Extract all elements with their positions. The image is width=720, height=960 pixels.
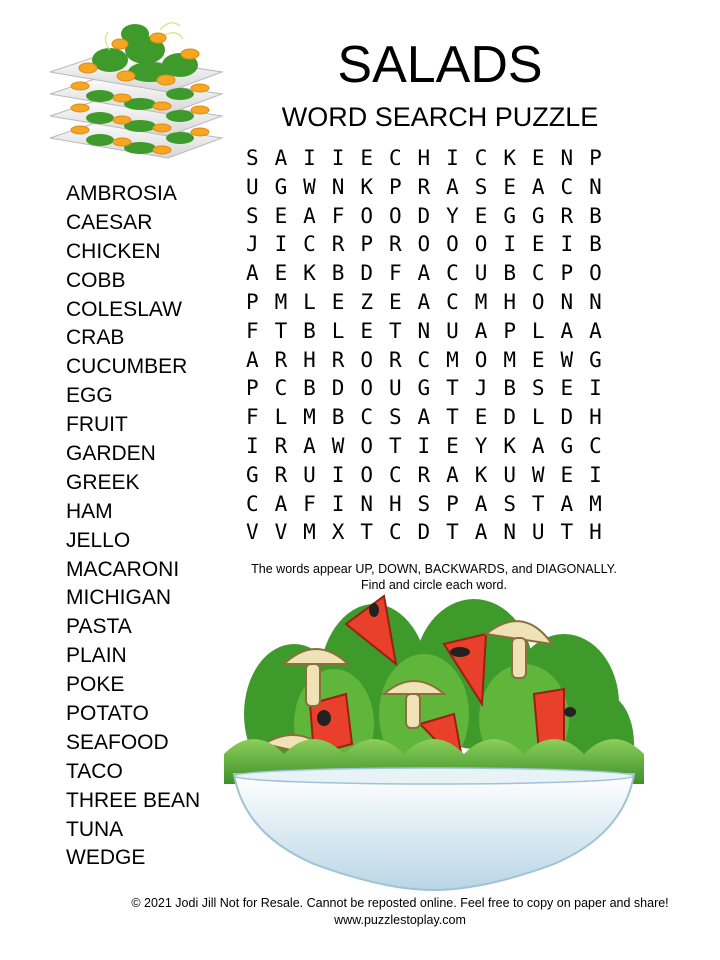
word-list-item: PLAIN <box>66 644 127 668</box>
grid-cell: G <box>245 462 259 487</box>
grid-cell: R <box>417 462 431 487</box>
grid-cell: D <box>360 261 373 286</box>
grid-cell: I <box>331 491 345 516</box>
grid-cell: O <box>446 232 459 257</box>
grid-cell: C <box>446 261 459 286</box>
grid-cell: Y <box>474 433 488 458</box>
grid-cell: C <box>245 491 259 516</box>
grid-cell: P <box>446 491 459 516</box>
grid-cell: S <box>531 376 545 401</box>
grid-cell: O <box>360 433 373 458</box>
grid-cell: I <box>417 433 431 458</box>
grid-cell: W <box>331 433 345 458</box>
grid-cell: C <box>446 289 459 314</box>
grid-cell: H <box>589 520 602 545</box>
grid-cell: U <box>446 318 459 343</box>
page-title: SALADS <box>337 36 543 94</box>
grid-cell: A <box>417 405 431 430</box>
salad-bowl-icon <box>224 594 644 894</box>
website-text: www.puzzlestoplay.com <box>334 913 466 927</box>
grid-cell: O <box>360 462 373 487</box>
word-list-item: CAESAR <box>66 210 153 234</box>
grid-cell: A <box>560 491 574 516</box>
word-list-item: TACO <box>66 759 123 783</box>
grid-cell: I <box>331 146 345 170</box>
grid-cell: I <box>503 232 516 257</box>
word-list-item: COBB <box>66 268 126 292</box>
footer <box>60 895 720 929</box>
grid-cell: R <box>274 347 288 372</box>
grid-cell: H <box>503 289 516 314</box>
grid-cell: N <box>589 289 602 314</box>
grid-cell: R <box>388 347 402 372</box>
grid-cell: A <box>303 203 316 228</box>
grid-cell: E <box>531 146 545 170</box>
grid-cell: I <box>303 146 316 170</box>
grid-cell: S <box>417 491 431 516</box>
word-list-item: MICHIGAN <box>66 586 171 610</box>
grid-cell: E <box>474 203 488 228</box>
instructions-line: The words appear UP, DOWN, BACKWARDS, and DIAGONALLY. <box>251 562 617 576</box>
word-list-item: MACARONI <box>66 557 180 581</box>
grid-cell: T <box>388 433 402 458</box>
grid-cell: H <box>417 146 431 170</box>
grid-cell: A <box>274 146 288 170</box>
grid-cell: T <box>560 520 574 545</box>
grid-cell: C <box>303 232 316 257</box>
grid-cell: C <box>474 146 488 170</box>
word-list-item: FRUIT <box>66 413 128 437</box>
grid-cell: B <box>331 405 345 430</box>
grid-cell: J <box>474 376 488 401</box>
grid-cell: L <box>303 289 316 314</box>
grid-cell: P <box>388 174 402 199</box>
grid-cell: R <box>417 174 431 199</box>
grid-cell: T <box>446 520 459 545</box>
grid-cell: A <box>531 433 545 458</box>
grid-cell: I <box>331 462 345 487</box>
grid-cell: L <box>274 405 288 430</box>
grid-cell: Z <box>360 289 373 314</box>
grid-cell: U <box>503 462 516 487</box>
word-list-item: AMBROSIA <box>66 182 177 205</box>
instructions-line: Find and circle each word. <box>361 578 507 592</box>
grid-cell: S <box>245 203 259 228</box>
grid-cell: N <box>503 520 516 545</box>
word-list-item: HAM <box>66 499 113 523</box>
grid-cell: H <box>303 347 316 372</box>
grid-cell: A <box>245 261 259 286</box>
grid-cell: S <box>388 405 402 430</box>
grid-cell: G <box>274 174 288 199</box>
grid-cell: Y <box>446 203 459 228</box>
grid-cell: A <box>474 520 488 545</box>
grid-cell: W <box>531 462 545 487</box>
grid-cell: P <box>503 318 516 343</box>
grid-cell: D <box>503 405 516 430</box>
grid-cell: T <box>446 405 459 430</box>
grid-cell: C <box>360 405 373 430</box>
grid-cell: A <box>446 174 459 199</box>
grid-cell: H <box>388 491 402 516</box>
word-list-item: THREE BEAN <box>66 788 201 812</box>
grid-cell: K <box>474 462 488 487</box>
grid-cell: R <box>331 347 345 372</box>
grid-cell: C <box>388 146 402 170</box>
grid-cell: I <box>560 232 574 257</box>
grid-cell: O <box>474 232 488 257</box>
grid-cell: E <box>560 376 574 401</box>
grid-cell: C <box>274 376 288 401</box>
grid-cell: I <box>446 146 459 170</box>
grid-cell: U <box>388 376 402 401</box>
grid-cell: A <box>245 347 259 372</box>
grid-cell: I <box>589 376 602 401</box>
grid-cell: T <box>388 318 402 343</box>
grid-cell: N <box>417 318 431 343</box>
grid-cell: R <box>331 232 345 257</box>
grid-cell: J <box>245 232 259 257</box>
grid-cell: B <box>503 376 516 401</box>
grid-cell: F <box>245 318 259 343</box>
grid-cell: X <box>331 520 345 545</box>
grid-cell: W <box>560 347 574 372</box>
grid-cell: E <box>531 232 545 257</box>
grid-cell: R <box>274 462 288 487</box>
grid-cell: E <box>560 462 574 487</box>
grid-cell: O <box>589 261 602 286</box>
letter-grid <box>238 144 610 547</box>
grid-cell: E <box>531 347 545 372</box>
grid-cell: E <box>446 433 459 458</box>
grid-cell: M <box>303 520 316 545</box>
grid-cell: G <box>531 203 545 228</box>
grid-cell: E <box>274 261 288 286</box>
grid-cell: M <box>474 289 488 314</box>
word-list-item: TUNA <box>66 817 124 841</box>
word-list-item: WEDGE <box>66 846 146 870</box>
grid-cell: C <box>560 174 574 199</box>
grid-cell: F <box>388 261 402 286</box>
word-list-item: EGG <box>66 384 113 408</box>
grid-cell: V <box>274 520 288 545</box>
grid-cell: M <box>274 289 288 314</box>
grid-cell: U <box>245 174 259 199</box>
grid-cell: D <box>560 405 574 430</box>
grid-cell: R <box>388 232 402 257</box>
grid-cell: S <box>245 146 259 170</box>
word-list-item: CRAB <box>66 326 125 350</box>
grid-cell: W <box>303 174 316 199</box>
grid-cell: U <box>303 462 316 487</box>
grid-cell: G <box>503 203 516 228</box>
word-list-item: POTATO <box>66 702 149 726</box>
grid-cell: A <box>474 491 488 516</box>
word-list-item: JELLO <box>66 528 131 552</box>
word-list-item: CUCUMBER <box>66 355 188 379</box>
grid-cell: R <box>560 203 574 228</box>
stacked-salad-plates-icon <box>40 10 230 170</box>
grid-cell: L <box>531 405 545 430</box>
grid-cell: N <box>560 146 574 170</box>
grid-cell: G <box>417 376 431 401</box>
grid-cell: N <box>331 174 345 199</box>
grid-cell: N <box>360 491 373 516</box>
grid-cell: M <box>503 347 516 372</box>
grid-cell: T <box>360 520 373 545</box>
grid-cell: O <box>360 376 373 401</box>
grid-cell: L <box>531 318 545 343</box>
grid-cell: U <box>531 520 545 545</box>
grid-cell: B <box>331 261 345 286</box>
grid-cell: D <box>417 520 431 545</box>
grid-cell: B <box>303 376 316 401</box>
grid-cell: C <box>388 462 402 487</box>
grid-cell: O <box>360 347 373 372</box>
grid-cell: N <box>560 289 574 314</box>
copyright-text: © 2021 Jodi Jill Not for Resale. Cannot be reposted online. Feel free to copy on paper and share! <box>131 896 669 910</box>
word-list-item: GARDEN <box>66 442 156 466</box>
word-list-item: CHICKEN <box>66 239 161 263</box>
grid-cell: G <box>589 347 602 372</box>
grid-cell: A <box>274 491 288 516</box>
grid-cell: M <box>589 491 602 516</box>
grid-cell: B <box>589 203 602 228</box>
grid-cell: A <box>560 318 574 343</box>
word-list-item: POKE <box>66 673 125 697</box>
grid-cell: E <box>360 318 373 343</box>
word-list-item: SEAFOOD <box>66 730 169 754</box>
grid-cell: C <box>531 261 545 286</box>
grid-cell: F <box>331 203 345 228</box>
grid-cell: T <box>446 376 459 401</box>
grid-cell: A <box>474 318 488 343</box>
grid-cell: P <box>360 232 373 257</box>
grid-cell: T <box>274 318 288 343</box>
grid-cell: O <box>474 347 488 372</box>
grid-cell: M <box>446 347 459 372</box>
grid-cell: V <box>245 520 259 545</box>
grid-cell: S <box>474 174 488 199</box>
grid-cell: P <box>589 146 602 170</box>
grid-cell: D <box>417 203 431 228</box>
grid-cell: K <box>503 433 516 458</box>
grid-cell: E <box>503 174 516 199</box>
grid-cell: A <box>531 174 545 199</box>
grid-cell: P <box>245 289 259 314</box>
grid-cell: O <box>417 232 431 257</box>
instructions <box>232 561 636 593</box>
grid-cell: E <box>331 289 345 314</box>
grid-cell: P <box>245 376 259 401</box>
grid-cell: M <box>303 405 316 430</box>
word-list <box>66 180 200 873</box>
grid-cell: E <box>474 405 488 430</box>
grid-cell: P <box>560 261 574 286</box>
grid-cell: C <box>388 520 402 545</box>
grid-cell: O <box>388 203 402 228</box>
grid-cell: G <box>560 433 574 458</box>
grid-cell: E <box>388 289 402 314</box>
grid-cell: F <box>303 491 316 516</box>
grid-cell: K <box>503 146 516 170</box>
grid-cell: R <box>274 433 288 458</box>
grid-cell: S <box>503 491 516 516</box>
word-list-item: COLESLAW <box>66 297 182 321</box>
grid-cell: E <box>360 146 373 170</box>
grid-cell: I <box>245 433 259 458</box>
grid-cell: F <box>245 405 259 430</box>
grid-cell: B <box>589 232 602 257</box>
grid-cell: A <box>303 433 316 458</box>
grid-cell: L <box>331 318 345 343</box>
grid-cell: U <box>474 261 488 286</box>
grid-cell: T <box>531 491 545 516</box>
grid-cell: C <box>417 347 431 372</box>
grid-cell: K <box>360 174 373 199</box>
grid-cell: D <box>331 376 345 401</box>
word-list-item: PASTA <box>66 615 132 639</box>
grid-cell: I <box>589 462 602 487</box>
grid-cell: A <box>417 289 431 314</box>
word-list-item: GREEK <box>66 470 140 494</box>
grid-cell: B <box>303 318 316 343</box>
grid-cell: K <box>303 261 316 286</box>
grid-cell: O <box>531 289 545 314</box>
grid-cell: A <box>446 462 459 487</box>
page-subtitle: WORD SEARCH PUZZLE <box>281 102 599 132</box>
grid-cell: C <box>589 433 602 458</box>
grid-cell: A <box>589 318 602 343</box>
grid-cell: E <box>274 203 288 228</box>
grid-cell: H <box>589 405 602 430</box>
grid-cell: A <box>417 261 431 286</box>
grid-cell: N <box>589 174 602 199</box>
grid-cell: O <box>360 203 373 228</box>
grid-cell: B <box>503 261 516 286</box>
grid-cell: I <box>274 232 288 257</box>
